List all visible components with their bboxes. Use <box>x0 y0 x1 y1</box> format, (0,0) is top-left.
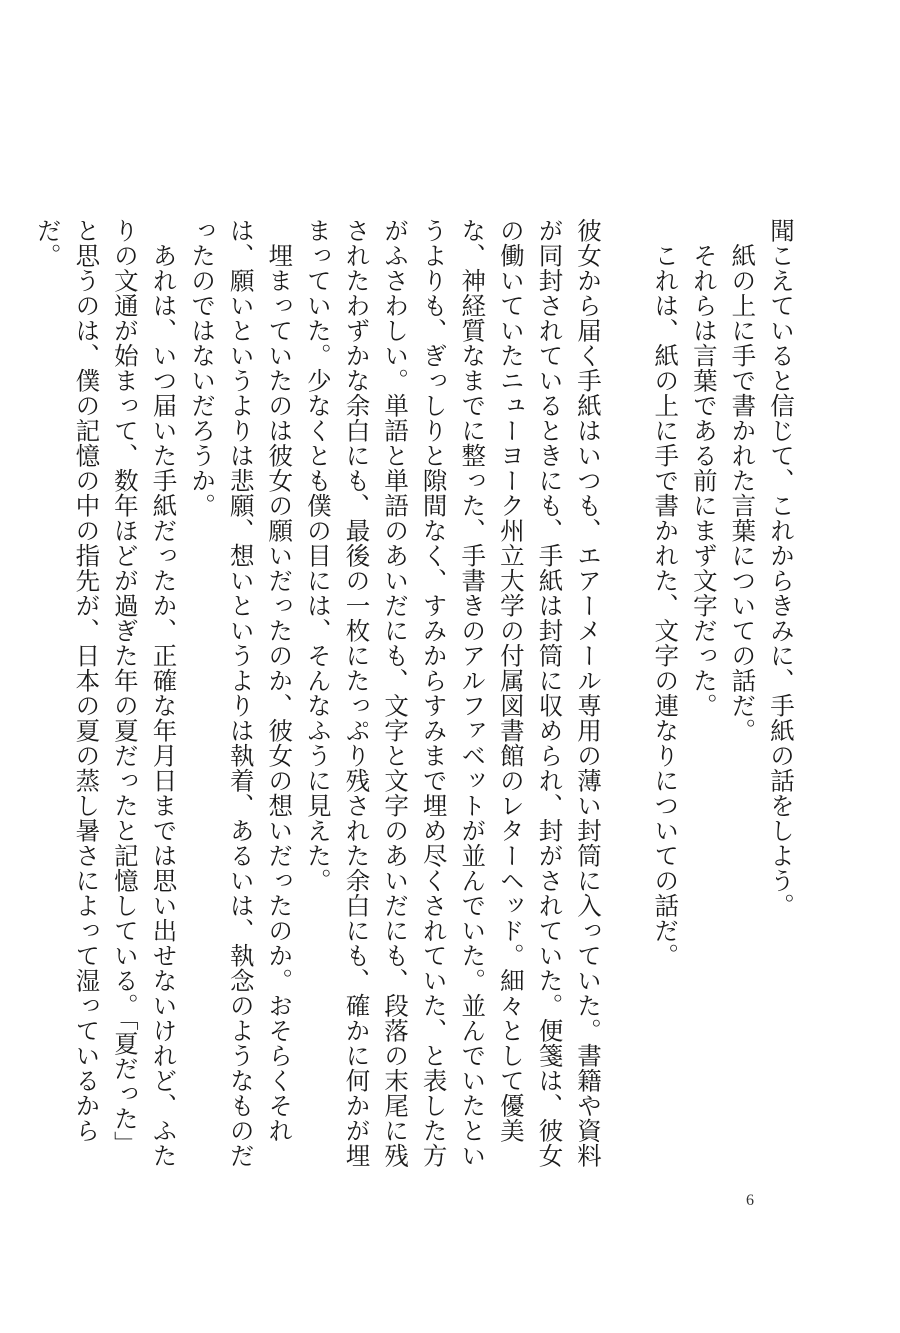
paragraph-3: それらは言葉である前にまず文字だった。 <box>689 242 719 718</box>
page-number: 6 <box>746 1192 754 1209</box>
paragraph-2: 紙の上に手で書かれた言葉についての話だ。 <box>728 242 758 743</box>
paragraph-7: あれは、いつ届いた手紙だったか、正確な年月日までは思い出せないけれど、ふたりの文通が始まって、数年ほどが過ぎた年の夏だったと記憶している。「夏だった」と思うのは、僕の記憶の中の指先が、日本の夏の蒸し暑さによって湿っているからだ。 <box>33 218 179 1168</box>
paragraph-5: 彼女から届く手紙はいつも、エアーメール専用の薄い封筒に入っていた。書籍や資料が同封されているときにも、手紙は封筒に収められ、封がされていた。便箋は、彼女の働いていたニューヨーク州立大学の付属図書館のレターヘッド。細々として優美な、神経質なまでに整った、手書きのアルファベットが並んでいた。並んでいたというよりも、ぎっしりと隙間なく、すみからすみまで埋め尽くされていた、と表した方がふさわしい。単語と単語のあいだにも、文字と文字のあいだにも、段落の末尾に残されたわずかな余白にも、最後の一枚にたっぷり残された余白にも、確かに何かが埋まっていた。少なくとも僕の目には、そんなふうに見えた。 <box>303 218 604 1168</box>
paragraph-1: 聞こえていると信じて、これからきみに、手紙の話をしよう。 <box>767 218 796 918</box>
paragraph-6: 埋まっていたのは彼女の願いだったのか、彼女の想いだったのか。おそらくそれは、願いというよりは悲願、想いというよりは執着、あるいは、執念のようなものだったのではないだろうか。 <box>188 218 295 1168</box>
paragraph-4: これは、紙の上に手で書かれた、文字の連なりについての話だ。 <box>651 242 681 968</box>
paragraph-gap <box>607 218 646 257</box>
vertical-body-text <box>33 218 800 1168</box>
